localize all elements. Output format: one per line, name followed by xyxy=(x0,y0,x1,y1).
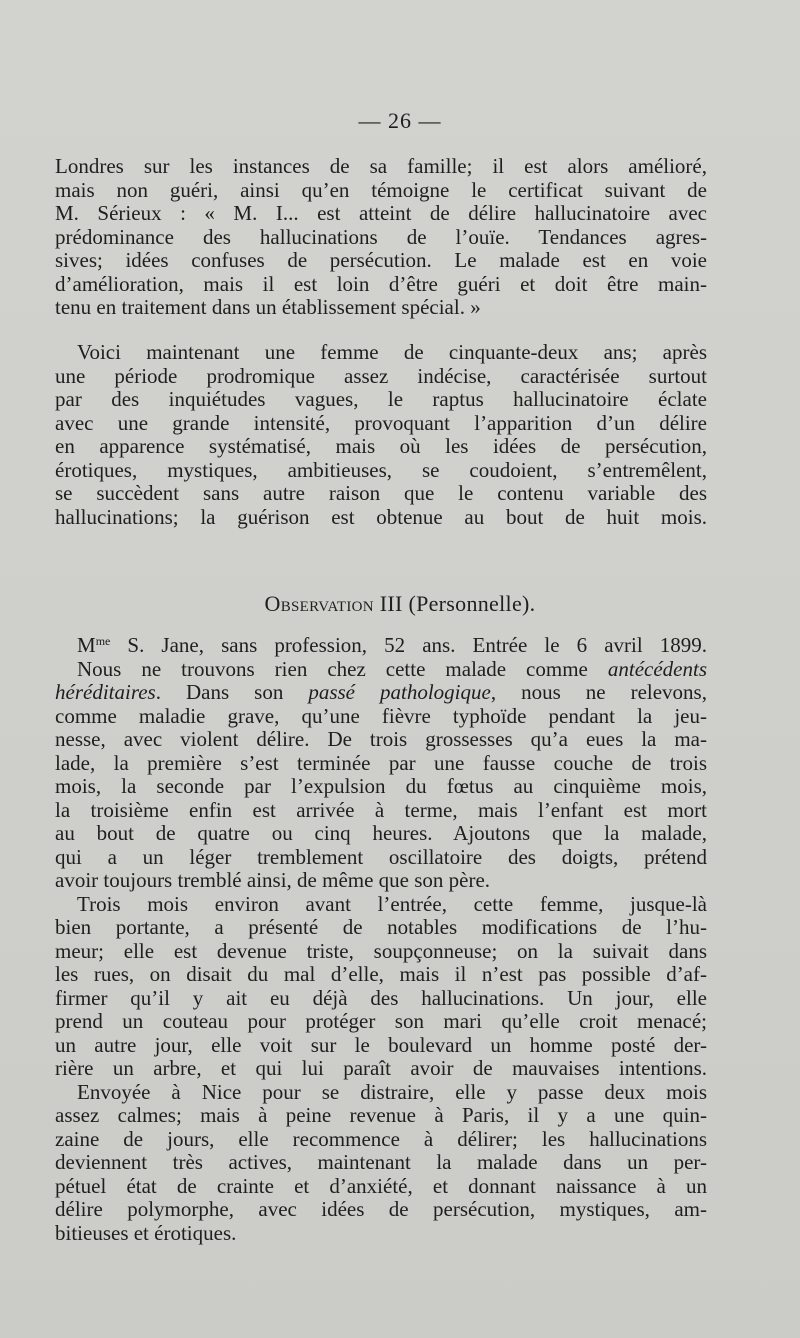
text-line: qui a un léger tremblement oscillatoire des doigts, prétend xyxy=(55,844,707,869)
text-line: Envoyée à Nice pour se distraire, elle y passe deux mois xyxy=(77,1079,707,1104)
text-line: au bout de quatre ou cinq heures. Ajoutons que la malade, xyxy=(55,821,707,845)
text-line: avec une grande intensité, provoquant l’apparition d’un délire xyxy=(55,410,707,435)
paragraph-certificate xyxy=(55,155,707,320)
text-line: sives; idées confuses de persécution. Le malade est en voie xyxy=(55,248,707,272)
text-line: lade, la première s’est terminée par une fausse couche de trois xyxy=(55,750,707,775)
heading-label: Observation xyxy=(264,591,374,616)
text-line: M. Sérieux : « M. I... est atteint de délire hallucinatoire avec xyxy=(55,201,707,225)
text-line: deviennent très actives, maintenant la malade dans un per- xyxy=(55,1150,707,1174)
text-line: zaine de jours, elle recommence à délirer; les hallucinations xyxy=(55,1126,707,1151)
text-line: Londres sur les instances de sa famille; il est alors amélioré, xyxy=(55,154,707,178)
text-line: délire polymorphe, avec idées de persécution, mystiques, am- xyxy=(55,1197,707,1221)
page-number: — 26 — xyxy=(358,108,442,133)
text-line: Voici maintenant une femme de cinquante-deux ans; après xyxy=(77,340,707,364)
text-line: comme maladie grave, qu’une fièvre typhoïde pendant la jeu- xyxy=(55,703,707,728)
text-line: les rues, on disait du mal d’elle, mais il n’est pas possible d’af- xyxy=(55,962,707,986)
text-fragment: . Dans son xyxy=(155,680,309,704)
text-line: une période prodromique assez indécise, caractérisée surtout xyxy=(55,363,707,388)
text-line: assez calmes; mais à peine revenue à Paris, il y a une quin- xyxy=(55,1103,707,1127)
text-line: pétuel état de crainte et d’anxiété, et donnant naissance à un xyxy=(55,1173,707,1198)
text-fragment: Nous ne trouvons rien chez cette malade comme xyxy=(77,656,608,681)
italic-term: héréditaires xyxy=(55,680,156,704)
text-line: hallucinations; la guérison est obtenue au bout de huit mois. xyxy=(55,504,707,529)
paragraph-case-intro xyxy=(55,341,707,529)
text-line: érotiques, mystiques, ambitieuses, se coudoient, s’entremêlent, xyxy=(55,457,707,482)
text-line: firmer qu’il y ait eu déjà des hallucinations. Un jour, elle xyxy=(55,985,707,1010)
text-line: bien portante, a présenté de notables modifications de l’hu- xyxy=(55,915,707,939)
text-line: par des inquiétudes vagues, le raptus hallucinatoire éclate xyxy=(55,387,707,411)
italic-term: antécédents xyxy=(607,656,707,681)
text-line: en apparence systématisé, mais où les idées de persécution, xyxy=(55,434,707,458)
text-line: la troisième enfin est arrivée à terme, mais l’enfant est mort xyxy=(55,797,707,822)
text-line: bitieuses et érotiques. xyxy=(55,1220,237,1245)
text-line xyxy=(55,681,707,705)
text-line: meur; elle est devenue triste, soupçonneuse; on la suivait dans xyxy=(55,938,707,963)
text-fragment: , nous ne relevons, xyxy=(490,680,707,704)
text-line xyxy=(55,634,707,658)
text-line xyxy=(55,658,707,682)
observation-heading xyxy=(0,591,800,617)
italic-term: passé pathologique xyxy=(308,680,491,704)
text-line: tenu en traitement dans un établissement spécial. » xyxy=(55,295,481,319)
heading-number: III (Personnelle). xyxy=(379,591,536,616)
text-line: un autre jour, elle voit sur le boulevard un homme posté der- xyxy=(55,1032,707,1057)
text-line: mais non guéri, ainsi qu’en témoigne le certificat suivant de xyxy=(55,177,707,202)
text-line: avoir toujours tremblé ainsi, de même que son père. xyxy=(55,868,491,892)
title-prefix: M xyxy=(77,633,96,657)
text-line: rière un arbre, et qui lui paraît avoir de mauvaises intentions. xyxy=(55,1056,707,1080)
observation-body xyxy=(55,634,707,1245)
text-line: Trois mois environ avant l’entrée, cette femme, jusque-là xyxy=(77,891,707,916)
title-superscript: me xyxy=(95,634,111,648)
text-line: nesse, avec violent délire. De trois grossesses qu’a eues la ma- xyxy=(55,727,707,751)
text-line: prédominance des hallucinations de l’ouïe. Tendances agres- xyxy=(55,224,707,249)
title-rest: S. Jane, sans profession, 52 ans. Entrée le 6 avril 1899. xyxy=(110,633,707,657)
text-line: prend un couteau pour protéger son mari qu’elle croit menacé; xyxy=(55,1009,707,1033)
text-line: mois, la seconde par l’expulsion du fœtus au cinquième mois, xyxy=(55,774,707,798)
text-line: d’amélioration, mais il est loin d’être guéri et doit être main- xyxy=(55,271,707,296)
text-line: se succèdent sans autre raison que le contenu variable des xyxy=(55,481,707,505)
